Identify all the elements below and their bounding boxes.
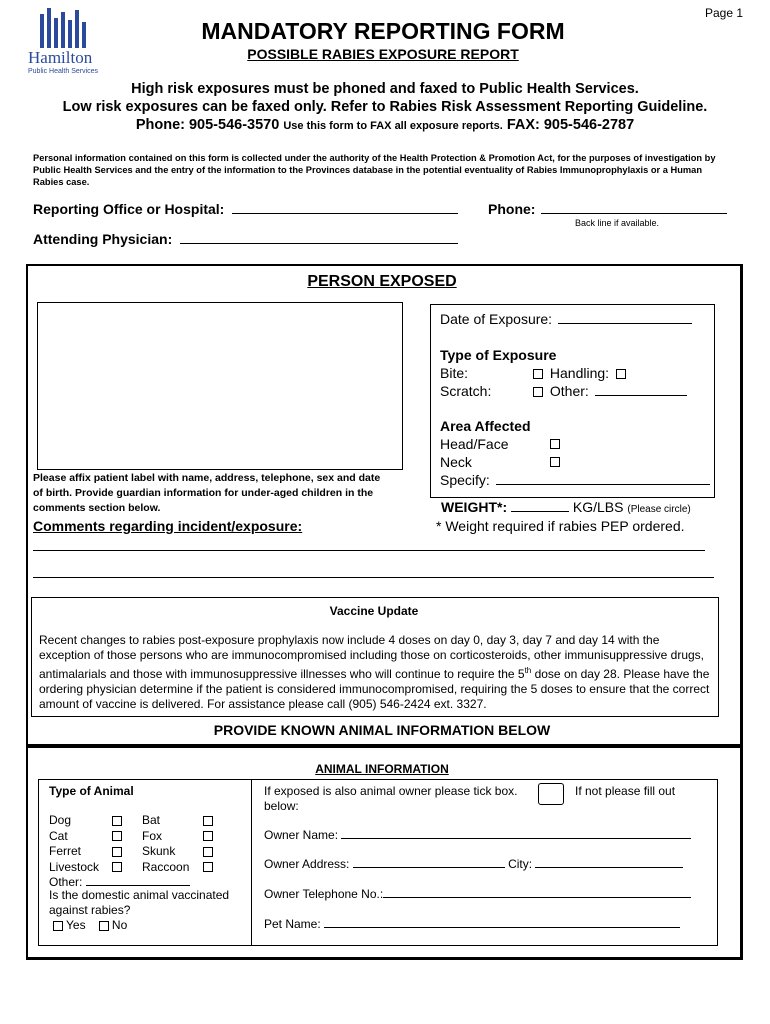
- owner-tick-text: If exposed is also animal owner please tick box.: [264, 784, 518, 798]
- bite-label: Bite:: [440, 365, 469, 381]
- comments-line-2[interactable]: [33, 577, 714, 578]
- area-affected-heading: Area Affected: [440, 418, 531, 434]
- back-line-note: Back line if available.: [575, 218, 660, 228]
- specify-line[interactable]: [496, 472, 710, 485]
- owner-phone-field[interactable]: [264, 887, 691, 901]
- intro: [0, 80, 770, 135]
- intro-line-2: Low risk exposures can be faxed only. Refer to Rabies Risk Assessment Reporting Guideline.: [62, 99, 708, 115]
- reporting-phone-field[interactable]: [488, 201, 727, 217]
- person-exposed-heading: PERSON EXPOSED: [307, 273, 457, 290]
- animal-list-left: [49, 813, 99, 875]
- no-label: No: [111, 918, 128, 932]
- reporting-office-line[interactable]: [232, 201, 458, 214]
- reporting-phone-line[interactable]: [541, 201, 727, 214]
- other-animal-field[interactable]: [49, 875, 190, 889]
- attending-physician-line[interactable]: [180, 231, 458, 244]
- handling-option[interactable]: [530, 365, 629, 381]
- dog-checkbox[interactable]: [112, 816, 122, 826]
- pet-name-line[interactable]: [324, 917, 680, 928]
- weight-units: KG/LBS: [572, 499, 624, 515]
- head-face-checkbox[interactable]: [550, 439, 560, 449]
- pet-name-label: Pet Name:: [264, 917, 321, 931]
- patient-label-area[interactable]: [37, 302, 403, 470]
- other-animal-line[interactable]: [86, 875, 190, 886]
- vaccine-text-part-2: dose on day 28. Please have the ordering physician determine if the patient is considered immunocompromised, requiring the 5 doses to ensure that the correct amount of vaccine is delivered. For assistance please call (905) 546-2424 ext. 3327.: [39, 667, 710, 711]
- fax-note: Use this form to FAX all exposure reports.: [283, 120, 503, 132]
- other-animal-label: Other:: [49, 875, 83, 889]
- specify-field[interactable]: [440, 472, 710, 488]
- bat-checkbox[interactable]: [203, 816, 213, 826]
- date-of-exposure-line[interactable]: [558, 311, 692, 324]
- raccoon-checkbox[interactable]: [203, 862, 213, 872]
- date-of-exposure-field[interactable]: [440, 311, 692, 327]
- logo-subtext: Public Health Services: [28, 68, 99, 75]
- logo-icon: [40, 8, 86, 50]
- pet-name-field[interactable]: [264, 917, 680, 931]
- no-checkbox[interactable]: [99, 921, 109, 931]
- fax-number: FAX: 905-546-2787: [506, 117, 635, 133]
- vaccinated-question: Is the domestic animal vaccinated against rabies?: [49, 888, 230, 917]
- comments-line-1[interactable]: [33, 550, 705, 551]
- phone-number: Phone: 905-546-3570: [135, 117, 280, 133]
- livestock-checkbox[interactable]: [112, 862, 122, 872]
- attending-physician-label: Attending Physician:: [33, 231, 173, 247]
- reporting-phone-label: Phone:: [488, 201, 536, 217]
- vaccine-superscript: th: [524, 666, 532, 675]
- owner-address-label: Owner Address:: [264, 857, 350, 871]
- patient-label-note: Please affix patient label with name, address, telephone, sex and date of birth. Provide guardian information for under-aged children in the comments section below.: [33, 472, 381, 514]
- owner-address-line[interactable]: [353, 857, 505, 868]
- owner-phone-label: Owner Telephone No.:: [264, 887, 384, 901]
- animal-information-heading: ANIMAL INFORMATION: [315, 762, 449, 776]
- owner-name-field[interactable]: [264, 828, 691, 842]
- weight-line[interactable]: [511, 499, 569, 512]
- scratch-checkbox[interactable]: [533, 387, 543, 397]
- logo-text: Hamilton: [28, 48, 93, 67]
- owner-name-label: Owner Name:: [264, 828, 339, 842]
- other-exposure-line[interactable]: [595, 383, 687, 396]
- owner-phone-line[interactable]: [383, 887, 691, 898]
- city-line[interactable]: [535, 857, 683, 868]
- reporting-office-label: Reporting Office or Hospital:: [33, 201, 225, 217]
- animal-fox: Fox: [142, 828, 163, 843]
- reporting-office-field[interactable]: [33, 201, 458, 217]
- animal-livestock: Livestock: [49, 859, 100, 874]
- exposure-details-box: [430, 304, 715, 498]
- weight-field[interactable]: [441, 499, 691, 515]
- other-exposure-option[interactable]: [530, 383, 687, 399]
- handling-label: Handling:: [549, 365, 610, 381]
- neck-label: Neck: [440, 454, 472, 470]
- owner-tick-below: below:: [264, 799, 299, 813]
- weight-required-note: * Weight required if rabies PEP ordered.: [436, 518, 685, 534]
- intro-contacts: [0, 116, 770, 135]
- animal-cat: Cat: [49, 828, 68, 843]
- weight-label: WEIGHT*:: [441, 499, 508, 515]
- vaccinated-options: [53, 918, 127, 932]
- ferret-checkbox[interactable]: [112, 847, 122, 857]
- owner-name-line[interactable]: [341, 828, 691, 839]
- animal-ferret: Ferret: [49, 844, 82, 858]
- cat-checkbox[interactable]: [112, 831, 122, 841]
- weight-circle-note: (Please circle): [627, 504, 691, 515]
- animal-skunk: Skunk: [142, 844, 176, 858]
- vaccine-update-heading: Vaccine Update: [329, 604, 419, 618]
- owner-tick-box[interactable]: [538, 783, 564, 805]
- comments-label: Comments regarding incident/exposure:: [33, 518, 303, 534]
- owner-address-field[interactable]: [264, 857, 683, 871]
- other-exposure-label: Other:: [549, 383, 589, 399]
- type-of-animal-heading: Type of Animal: [49, 784, 134, 798]
- yes-label: Yes: [66, 918, 86, 932]
- animal-list-right: [142, 813, 189, 875]
- attending-physician-field[interactable]: [33, 231, 458, 247]
- type-of-exposure-heading: Type of Exposure: [440, 347, 557, 363]
- date-of-exposure-label: Date of Exposure:: [440, 311, 553, 327]
- fox-checkbox[interactable]: [203, 831, 213, 841]
- animal-raccoon: Raccoon: [142, 859, 190, 874]
- vaccine-text-part-1: Recent changes to rabies post-exposure prophylaxis now include 4 doses on day 0, day 3, day 7 and day 14 with the exception of those persons who are immunocompromised including those on corticosteroids, other immunisuppressive drugs, antimalarials and those with immunosuppressive illnesses who will continue to require the 5: [39, 633, 704, 681]
- handling-checkbox[interactable]: [616, 369, 626, 379]
- head-face-label: Head/Face: [440, 436, 509, 452]
- animal-bat: Bat: [142, 813, 161, 827]
- bite-checkbox[interactable]: [533, 369, 543, 379]
- page-number: Page 1: [705, 6, 744, 20]
- vaccine-update-text: [39, 633, 711, 712]
- yes-checkbox[interactable]: [53, 921, 63, 931]
- neck-checkbox[interactable]: [550, 457, 560, 467]
- fill-out-instruction: If not please fill out: [575, 784, 676, 798]
- form-subtitle: POSSIBLE RABIES EXPOSURE REPORT: [247, 46, 519, 62]
- specify-label: Specify:: [440, 472, 490, 488]
- intro-line-1: High risk exposures must be phoned and faxed to Public Health Services.: [131, 81, 639, 97]
- skunk-checkbox[interactable]: [203, 847, 213, 857]
- form-title: MANDATORY REPORTING FORM: [201, 18, 565, 44]
- owner-tick-instruction: [264, 784, 534, 814]
- hamilton-logo: [28, 8, 108, 78]
- animal-dog: Dog: [49, 813, 72, 827]
- scratch-label: Scratch:: [440, 383, 492, 399]
- animal-info-banner: PROVIDE KNOWN ANIMAL INFORMATION BELOW: [213, 722, 551, 738]
- city-label: City:: [508, 857, 533, 871]
- privacy-notice: Personal information contained on this form is collected under the authority of the Health Protection & Promotion Act, for the purposes of investigation by Public Health Services and the entry of the information to the Provinces database in the potential eventuality of Rabies Immunoprophylaxis or a Human Rabies case.: [33, 153, 716, 187]
